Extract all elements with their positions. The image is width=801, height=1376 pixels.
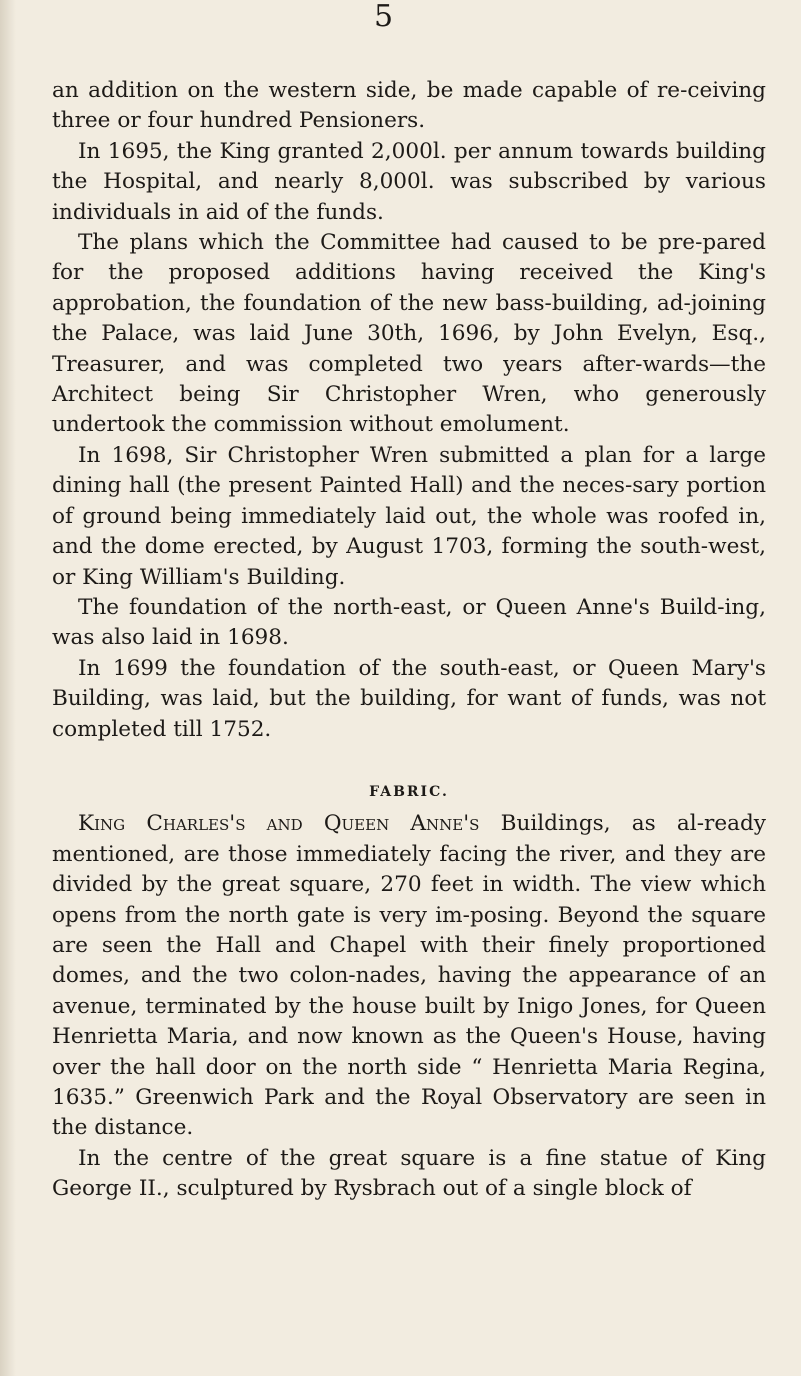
paragraph-text: Buildings, as al-ready mentioned, are those immediately facing the river, and they are divided by the great square, 270 feet in width. The view which opens from the north gate is very im-posing. Beyond the square are seen the Hall and Chapel with their finely proportioned domes, and the two colon-nades, having the appearance of an avenue, terminated by the house built by Inigo Jones, for Queen Henrietta Maria, and now known as the Queen's House, having over the hall door on the north side “ Henrietta Maria Regina, 1635.” Greenwich Park and the Royal Observatory are seen in the distance. — [52, 811, 766, 1141]
page-edge-shadow — [0, 0, 16, 1376]
paragraph — [52, 809, 766, 1143]
section-heading: FABRIC. — [369, 783, 449, 800]
paragraph: The plans which the Committee had caused to be pre-pared for the proposed additions having received the King's approbation, the foundation of the new bass-building, ad-joining the Palace, was laid June 30th, 1696, by John Evelyn, Esq., Treasurer, and was completed two years after-wards—the Architect being Sir Christopher Wren, who generously undertook the commission without emolument. — [52, 230, 766, 438]
small-caps-lead: King Charles's and Queen Anne's — [78, 811, 480, 837]
paragraph: In 1695, the King granted 2,000l. per annum towards building the Hospital, and nearly 8,000l. was subscribed by various individuals in aid of the funds. — [52, 138, 766, 225]
paragraph: In 1699 the foundation of the south-east, or Queen Mary's Building, was laid, but the building, for want of funds, was not completed till 1752. — [52, 655, 766, 742]
paragraph: an addition on the western side, be made capable of re-ceiving three or four hundred Pensioners. — [52, 78, 766, 134]
paragraph: In the centre of the great square is a fine statue of King George II., sculptured by Rysbrach out of a single block of — [52, 1145, 766, 1202]
page-number: 5 — [374, 0, 394, 34]
paragraph: In 1698, Sir Christopher Wren submitted a plan for a large dining hall (the present Painted Hall) and the neces-sary portion of ground being immediately laid out, the whole was roofed in, and the dome erected, by August 1703, forming the south-west, or King William's Building. — [52, 442, 766, 590]
paragraph: The foundation of the north-east, or Queen Anne's Build-ing, was also laid in 1698. — [52, 594, 766, 651]
page-body — [52, 76, 766, 1205]
